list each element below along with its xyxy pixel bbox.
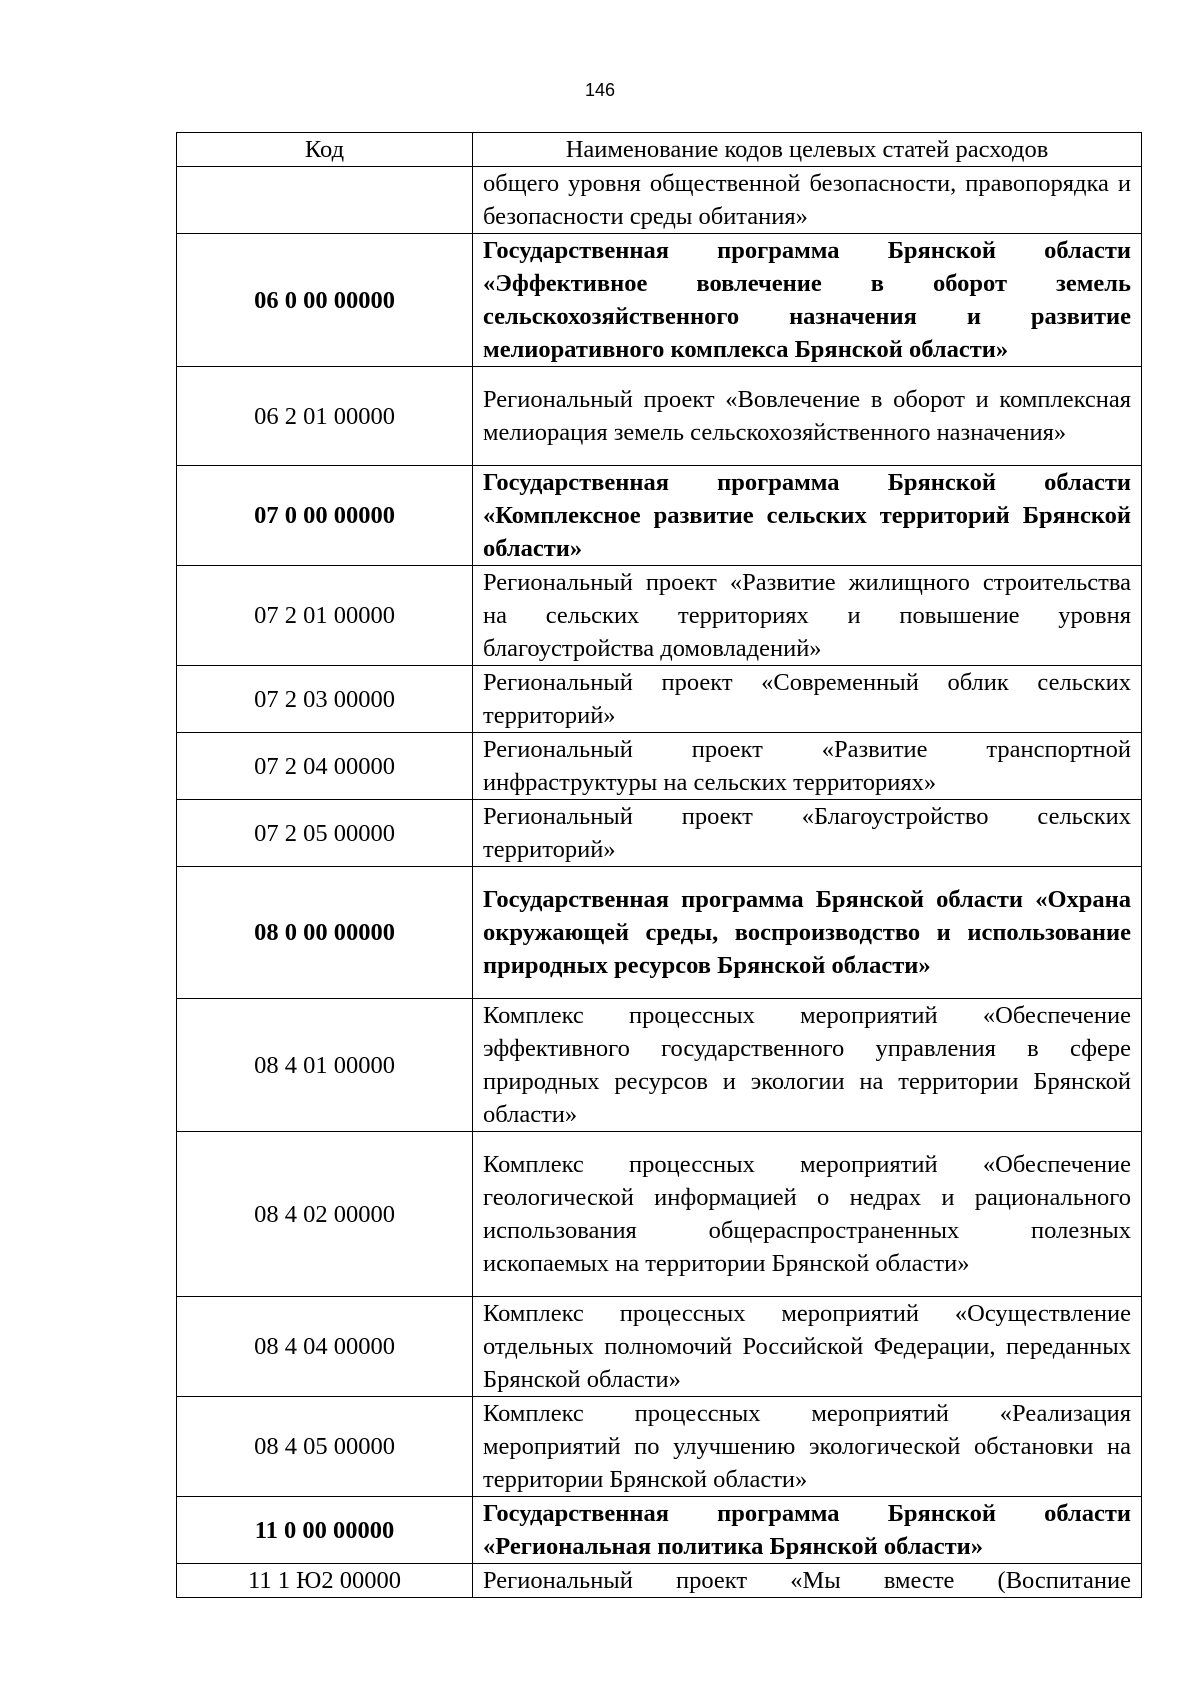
- row-code: 08 4 02 00000: [177, 1132, 473, 1297]
- table-row: [177, 1397, 1142, 1497]
- row-code: 06 0 00 00000: [177, 234, 473, 367]
- row-name: общего уровня общественной безопасности, правопорядка и безопасности среды обитания»: [473, 167, 1142, 234]
- row-code: 08 4 01 00000: [177, 999, 473, 1132]
- row-name: Комплекс процессных мероприятий «Осуществление отдельных полномочий Российской Федерации, переданных Брянской области»: [473, 1297, 1142, 1397]
- row-code: 11 0 00 00000: [177, 1497, 473, 1564]
- table-row: [177, 466, 1142, 566]
- row-name: Региональный проект «Вовлечение в оборот и комплексная мелиорация земель сельскохозяйственного назначения»: [473, 367, 1142, 466]
- row-code: 07 2 04 00000: [177, 733, 473, 800]
- table-row: [177, 1497, 1142, 1564]
- table-row: [177, 1564, 1142, 1598]
- row-code: 08 0 00 00000: [177, 867, 473, 999]
- row-code: 08 4 05 00000: [177, 1397, 473, 1497]
- row-name: Региональный проект «Мы вместе (Воспитание: [473, 1564, 1142, 1598]
- table-row: [177, 1132, 1142, 1297]
- target-expense-codes-table: [176, 132, 1142, 1598]
- row-name: Комплекс процессных мероприятий «Обеспечение эффективного государственного управления в сфере природных ресурсов и экологии на территории Брянской области»: [473, 999, 1142, 1132]
- table-row: [177, 167, 1142, 234]
- row-code: 07 2 03 00000: [177, 666, 473, 733]
- row-name: Региональный проект «Современный облик сельских территорий»: [473, 666, 1142, 733]
- table-header-row: [177, 133, 1142, 167]
- row-name: Государственная программа Брянской области «Эффективное вовлечение в оборот земель сельскохозяйственного назначения и развитие мелиоративного комплекса Брянской области»: [473, 234, 1142, 367]
- row-name: Региональный проект «Развитие транспортной инфраструктуры на сельских территориях»: [473, 733, 1142, 800]
- page-number: 146: [584, 80, 616, 100]
- row-code: [177, 167, 473, 234]
- table-row: [177, 234, 1142, 367]
- row-name: Региональный проект «Благоустройство сельских территорий»: [473, 800, 1142, 867]
- table-row: [177, 867, 1142, 999]
- header-name: Наименование кодов целевых статей расходов: [473, 133, 1142, 167]
- row-name: Комплекс процессных мероприятий «Обеспечение геологической информацией о недрах и рационального использования общераспространенных полезных ископаемых на территории Брянской области»: [473, 1132, 1142, 1297]
- row-code: 07 2 01 00000: [177, 566, 473, 666]
- table-row: [177, 666, 1142, 733]
- row-code: 07 0 00 00000: [177, 466, 473, 566]
- row-code: 07 2 05 00000: [177, 800, 473, 867]
- table-row: [177, 367, 1142, 466]
- header-code: Код: [177, 133, 473, 167]
- row-name: Комплекс процессных мероприятий «Реализация мероприятий по улучшению экологической обстановки на территории Брянской области»: [473, 1397, 1142, 1497]
- table-row: [177, 733, 1142, 800]
- row-name: Региональный проект «Развитие жилищного строительства на сельских территориях и повышение уровня благоустройства домовладений»: [473, 566, 1142, 666]
- row-name: Государственная программа Брянской области «Комплексное развитие сельских территорий Брянской области»: [473, 466, 1142, 566]
- row-code: 06 2 01 00000: [177, 367, 473, 466]
- row-code: 11 1 Ю2 00000: [177, 1564, 473, 1598]
- table-row: [177, 800, 1142, 867]
- table-row: [177, 1297, 1142, 1397]
- table-row: [177, 999, 1142, 1132]
- row-name: Государственная программа Брянской области «Охрана окружающей среды, воспроизводство и использование природных ресурсов Брянской области»: [473, 867, 1142, 999]
- row-code: 08 4 04 00000: [177, 1297, 473, 1397]
- table-row: [177, 566, 1142, 666]
- row-name: Государственная программа Брянской области «Региональная политика Брянской области»: [473, 1497, 1142, 1564]
